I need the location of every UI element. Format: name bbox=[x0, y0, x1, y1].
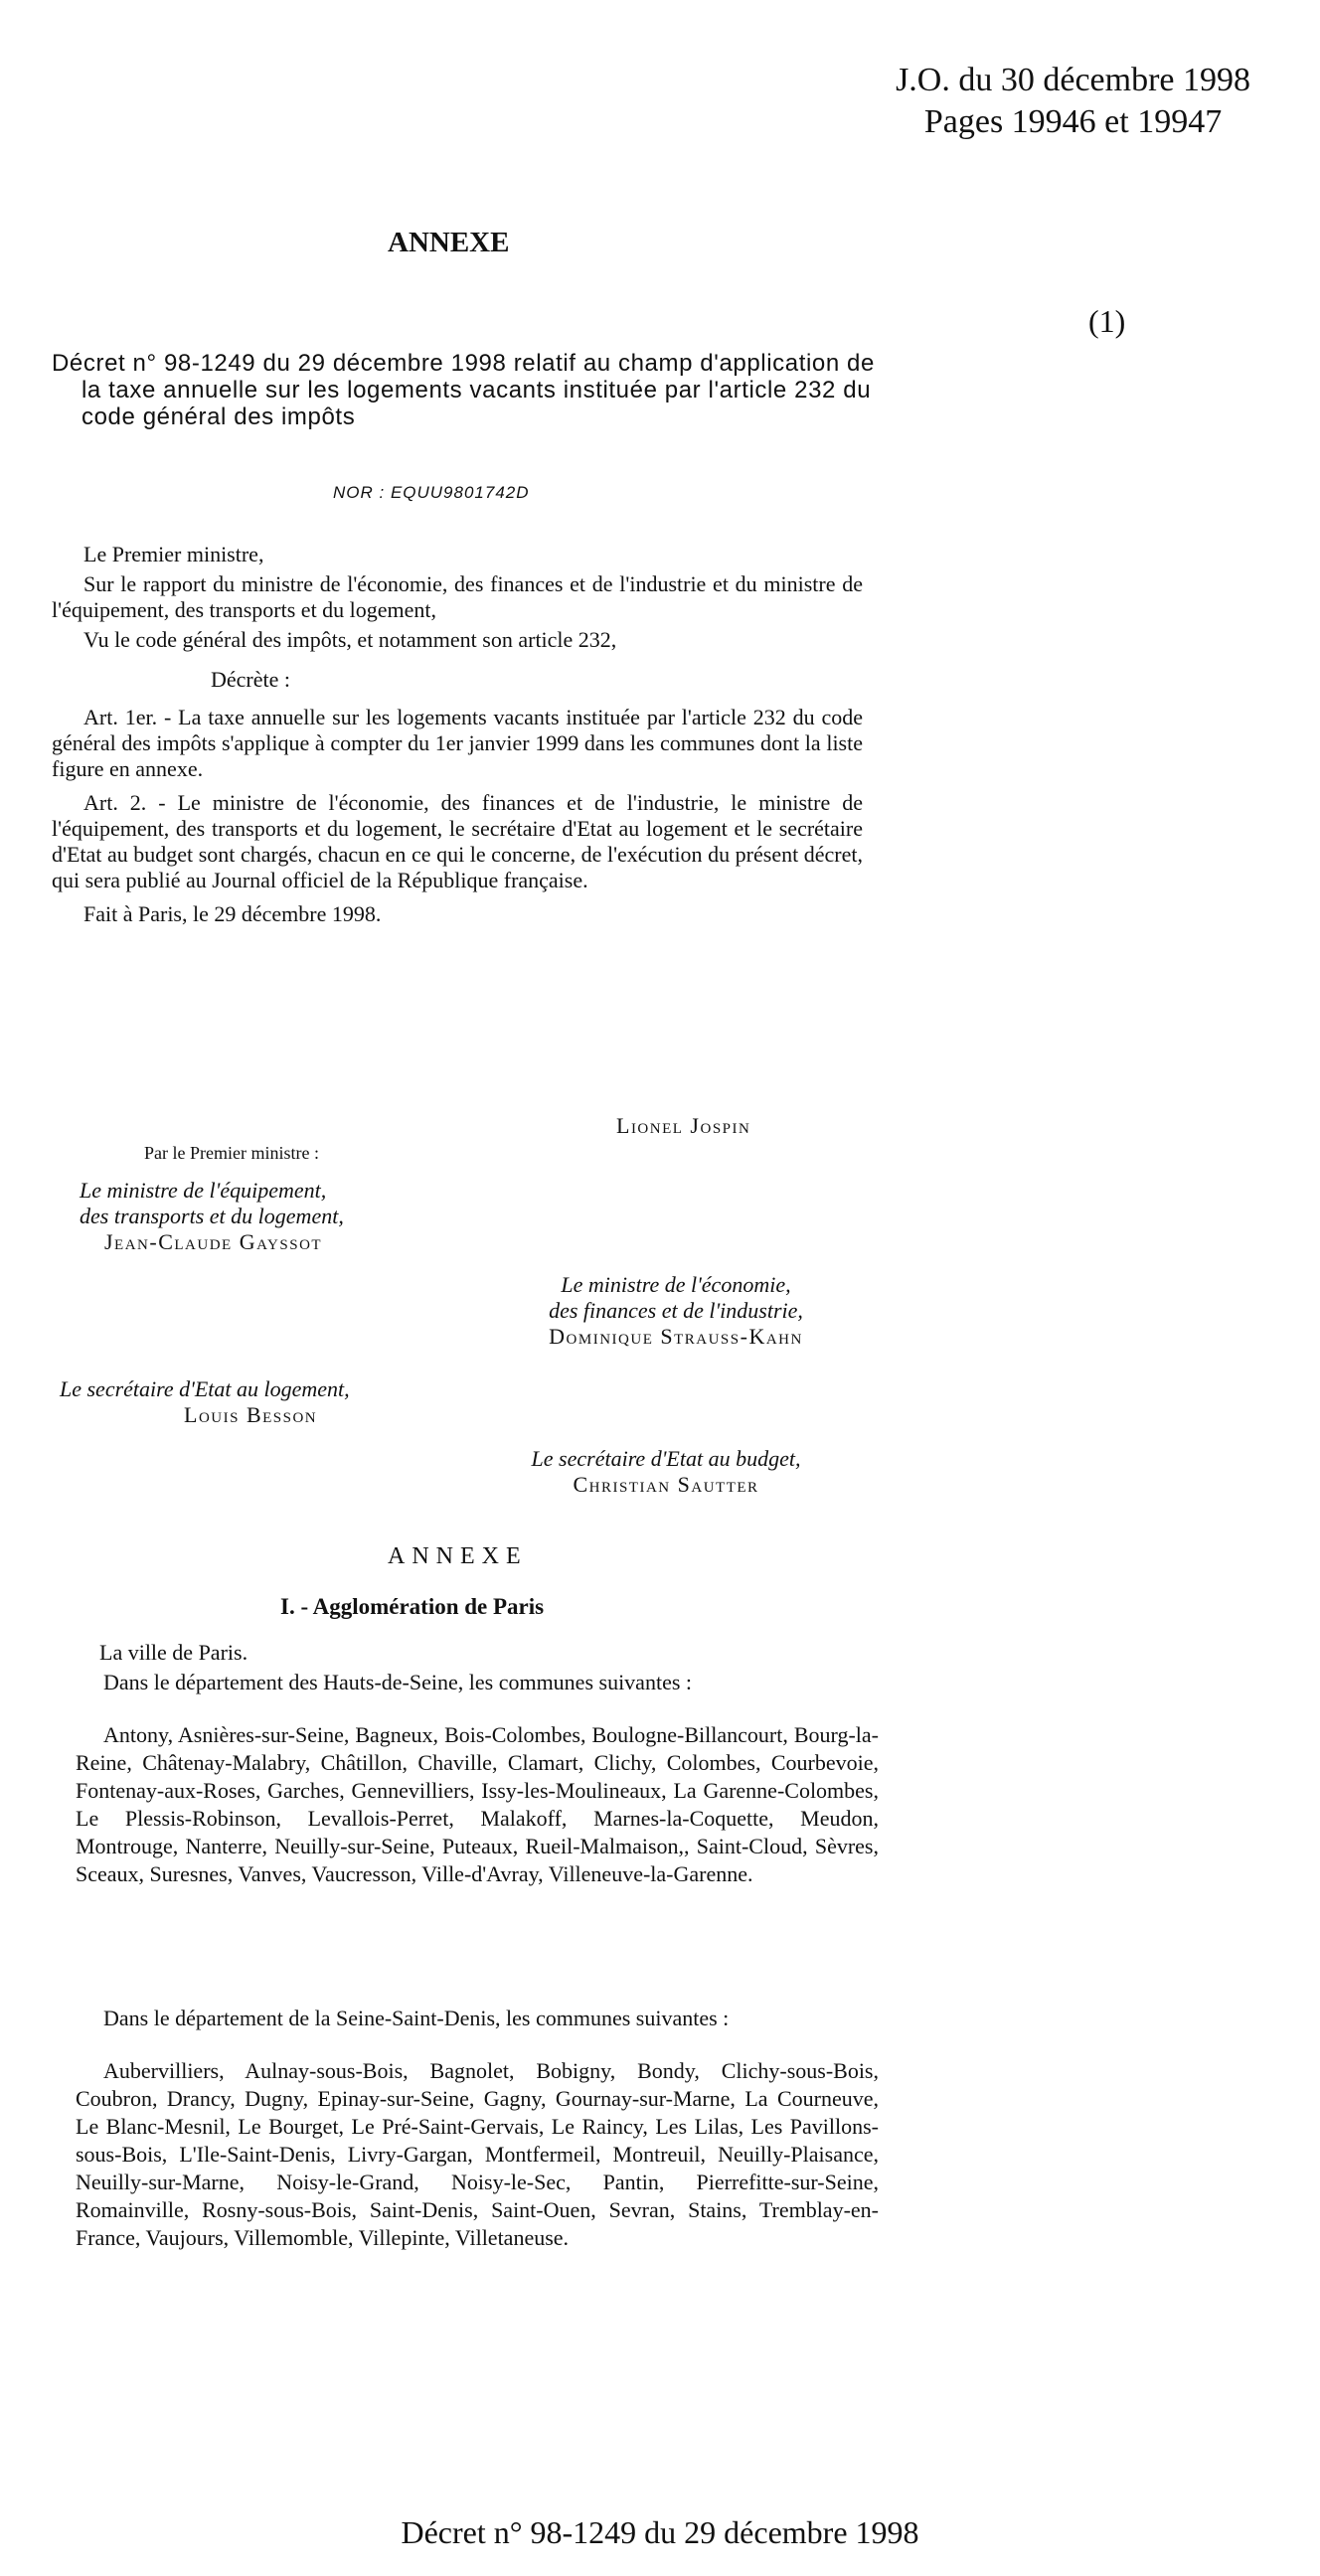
equipement-role-2: des transports et du logement, bbox=[80, 1204, 344, 1228]
par-le-premier-ministre: Par le Premier ministre : bbox=[144, 1143, 319, 1163]
rapport-paragraph: Sur le rapport du ministre de l'économie, des finances et de l'industrie et du ministre de l'équipement, des transports et du logement, bbox=[52, 571, 863, 622]
reference-number: (1) bbox=[1088, 303, 1126, 339]
economie-name: Dominique Strauss-Kahn bbox=[549, 1324, 803, 1349]
article-2: Art. 2. - Le ministre de l'économie, des finances et de l'industrie, le ministre de l'équipement, des transports et du logement, le secrétaire d'Etat au logement et le secrétaire d'Etat au budget sont chargés, chacun en ce qui le concerne, de l'exécution du présent décret, qui sera publié au Journal officiel de la République française. bbox=[52, 790, 863, 892]
ville-de-paris: La ville de Paris. bbox=[99, 1640, 248, 1665]
budget-role: Le secrétaire d'Etat au budget, bbox=[531, 1446, 801, 1471]
publication-header bbox=[896, 60, 1250, 143]
economie-role-2: des finances et de l'industrie, bbox=[549, 1298, 803, 1323]
section-heading: I. - Agglomération de Paris bbox=[280, 1594, 545, 1619]
fait-a-paris: Fait à Paris, le 29 décembre 1998. bbox=[83, 901, 382, 926]
logement-name: Louis Besson bbox=[184, 1402, 318, 1427]
economie-role-1: Le ministre de l'économie, bbox=[561, 1272, 791, 1297]
budget-name: Christian Sautter bbox=[573, 1472, 759, 1497]
seine-saint-denis-communes: Aubervilliers, Aulnay-sous-Bois, Bagnolet, Bobigny, Bondy, Clichy-sous-Bois, Coubron, Drancy, Dugny, Epinay-sur-Seine, Gagny, Gournay-sur-Marne, La Courneuve, Le Blanc-Mesnil, Le Bourget, Le Pré-Saint-Gervais, Le Raincy, Les Lilas, Les Pavillons-sous-Bois, L'Ile-Saint-Denis, Livry-Gargan, Montfermeil, Montreuil, Neuilly-Plaisance, Neuilly-sur-Marne, Noisy-le-Grand, Noisy-le-Sec, Pantin, Pierrefitte-sur-Seine, Romainville, Rosny-sous-Bois, Saint-Denis, Saint-Ouen, Sevran, Stains, Tremblay-en-France, Vaujours, Villemomble, Villepinte, Villetaneuse. bbox=[76, 2058, 879, 2250]
budget-signature bbox=[457, 1446, 875, 1498]
equipement-role-1: Le ministre de l'équipement, bbox=[80, 1178, 327, 1203]
equipement-signature bbox=[80, 1178, 344, 1255]
nor-reference: NOR : EQUU9801742D bbox=[333, 483, 530, 502]
economie-signature bbox=[467, 1272, 885, 1350]
premier-ministre-line: Le Premier ministre, bbox=[83, 542, 264, 566]
hauts-de-seine-communes: Antony, Asnières-sur-Seine, Bagneux, Bois-Colombes, Boulogne-Billancourt, Bourg-la-Reine, Châtenay-Malabry, Châtillon, Chaville, Clamart, Clichy, Colombes, Courbevoie, Fontenay-aux-Roses, Garches, Gennevilliers, Issy-les-Moulineaux, La Garenne-Colombes, Le Plessis-Robinson, Levallois-Perret, Malakoff, Marnes-la-Coquette, Meudon, Montrouge, Nanterre, Neuilly-sur-Seine, Puteaux, Rueil-Malmaison,, Saint-Cloud, Sèvres, Sceaux, Suresnes, Vanves, Vaucresson, Ville-d'Avray, Villeneuve-la-Garenne. bbox=[76, 1722, 879, 1886]
hauts-de-seine-intro: Dans le département des Hauts-de-Seine, les communes suivantes : bbox=[103, 1670, 693, 1694]
seine-saint-denis-intro: Dans le département de la Seine-Saint-Denis, les communes suivantes : bbox=[103, 2006, 730, 2030]
journal-line: J.O. du 30 décembre 1998 bbox=[896, 62, 1250, 98]
pm-signature: Lionel Jospin bbox=[616, 1113, 751, 1138]
logement-signature bbox=[60, 1376, 350, 1428]
footer-decree-reference: Décret n° 98-1249 du 29 décembre 1998 bbox=[401, 2514, 919, 2550]
logement-role: Le secrétaire d'Etat au logement, bbox=[60, 1376, 350, 1401]
vu-paragraph: Vu le code général des impôts, et notamment son article 232, bbox=[83, 627, 617, 652]
decree-title: Décret n° 98-1249 du 29 décembre 1998 relatif au champ d'application de la taxe annuelle sur les logements vacants instituée par l'article 232 du code général des impôts bbox=[52, 350, 875, 430]
decrete-line: Décrète : bbox=[211, 667, 290, 692]
equipement-name: Jean-Claude Gayssot bbox=[104, 1229, 323, 1254]
decree-body bbox=[52, 542, 863, 931]
annexe-heading: ANNEXE bbox=[388, 1543, 528, 1569]
article-1: Art. 1er. - La taxe annuelle sur les logements vacants instituée par l'article 232 du code général des impôts s'applique à compter du 1er janvier 1999 dans les communes dont la liste figure en annexe. bbox=[52, 705, 863, 781]
annex-title: ANNEXE bbox=[388, 227, 510, 258]
pages-line: Pages 19946 et 19947 bbox=[923, 103, 1223, 140]
